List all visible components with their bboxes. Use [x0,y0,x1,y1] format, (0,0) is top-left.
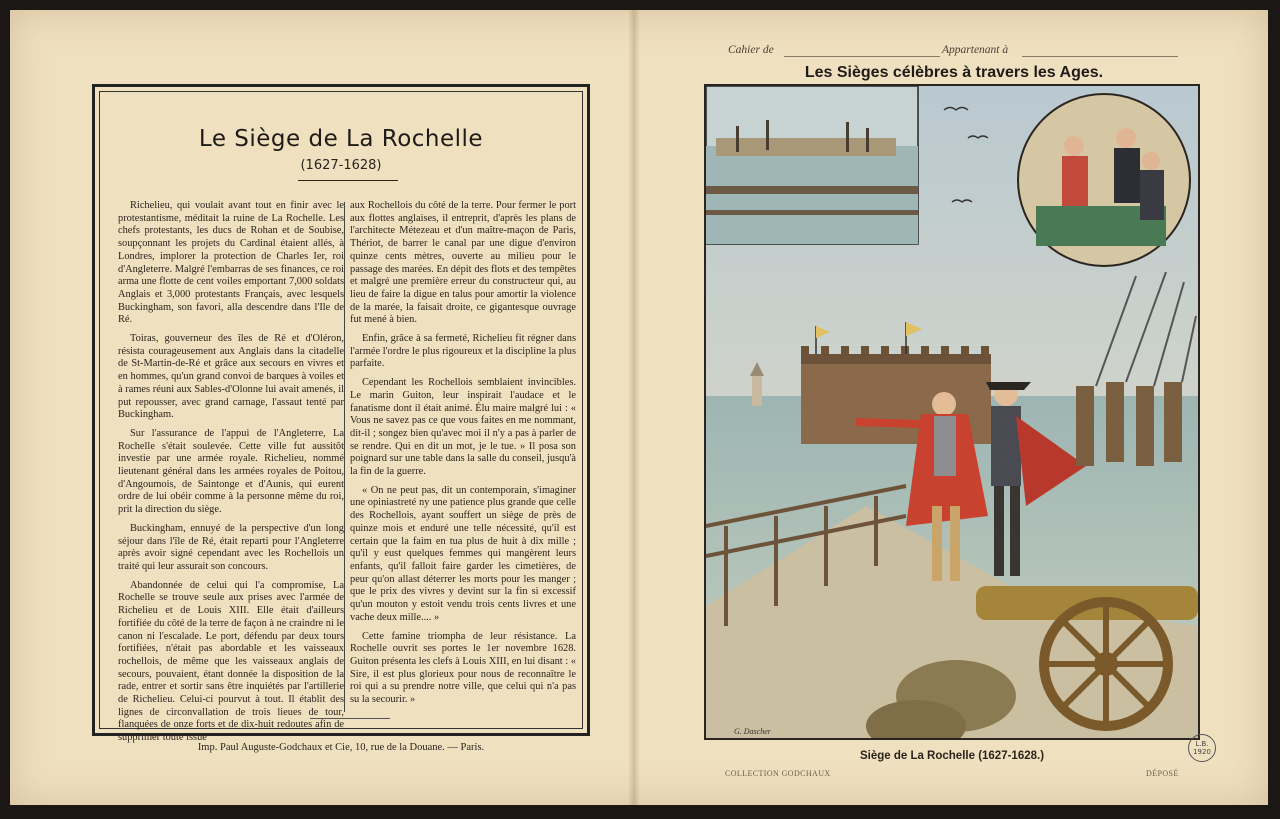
depose-label: DÉPOSÉ [1146,769,1179,778]
series-title: Les Sièges célèbres à travers les Ages. [804,64,1104,81]
illustration-signature: G. Dascher [734,727,771,736]
bottom-rule [310,718,390,719]
paragraph: « On ne peut pas, dit un contemporain, s'imaginer une opiniastreté ny une patience plus grande que celle des Rochellois, ayant souffert un siège de près de quinze mois et enduré une telle nécessité, qu'il est certain que la faim en tua plus de huit à dix mille ; qu'il y eust quelques femmes qui mangèrent leurs enfants, qu'il falloit faire garder les cimetières, de peur qu'on allast déterrer les morts pour les manger ; que le prix des vivres y devint sur la fin si excessif qu'un mouton y estoit vendu trois cents livres et une vache deux mille.... » [350,484,576,623]
siege-illustration [704,84,1200,740]
paragraph: aux Rochellois du côté de la terre. Pour fermer le port aux flottes anglaises, il entreprit, d'après les plans de l'architecte Métezeau et d'un maître-maçon de Paris, Thériot, de barrer le canal par une digue d'environ quinze cents mètres, ouverte au milieu pour le passage des marées. En dépit des flots et des tempêtes et malgré une première erreur du constructeur qui, au lieu de faire la digue en talus pour amortir la violence de la marée, la faisait droite, ce gigantesque ouvrage fut mené à bien. [350,200,576,326]
library-stamp: L.B. 1920 [1188,734,1216,762]
title-rule [298,180,398,181]
center-fold [628,10,640,805]
illustration-caption: Siège de La Rochelle (1627-1628.) [859,750,1045,762]
page-title: Le Siège de La Rochelle [198,126,484,152]
cahier-label: Cahier de [728,44,774,56]
text-frame-inner [99,91,583,744]
paragraph: Enfin, grâce à sa fermeté, Richelieu fit régner dans l'armée l'ordre le plus rigoureux et la discipline la plus parfaite. [350,333,576,370]
text-frame [92,84,590,744]
collection-label: COLLECTION GODCHAUX [725,769,831,778]
text-column-1 [118,200,344,751]
paragraph: Cette famine triompha de leur résistance. La Rochelle ouvrit ses portes le 1er novembre 1628. Guiton présenta les clefs à Louis XIII, en lui disant : « Sire, il est plus glorieux pour nous de reconnaître le roi qui a su prendre notre ville, que celui qui n'a pas su la secourir. » [350,630,576,706]
printer-imprint: Imp. Paul Auguste-Godchaux et Cie, 10, rue de la Douane. — Paris. [197,742,485,753]
paragraph: Sur l'assurance de l'appui de l'Angleterre, La Rochelle s'était soulevée. Cette ville fut aussitôt investie par une armée royale. Richelieu, nommé lieutenant général dans les armées royales de Poitou, d'Angoumois, de Saintonge et d'Aunis, qui eurent ordre de lui obéir comme à la personne même du roi, prit la direction du siège. [118,427,344,516]
text-column-2 [350,200,576,713]
paragraph: Buckingham, ennuyé de la perspective d'un long séjour dans l'île de Ré, était reparti pour l'Angleterre après avoir signé cependant avec les Rochellois un traité qui leur assurait son concours. [118,522,344,572]
appartenant-line [1022,56,1178,57]
column-divider [344,202,345,712]
cahier-line [784,56,940,57]
illustration-drawing [706,86,1198,738]
paragraph: Abandonnée de celui qui l'a compromise, La Rochelle se trouve seule aux prises avec l'armée de Richelieu et de Louis XIII. Elle était d'ailleurs fortifiée du côté de la terre de façon à ne craindre ni le canon ni l'escalade. Le port, défendu par deux tours fortifiées, n'était pas abordable et les vaisseaux rochellois, de même que les vaisseaux anglais de secours, pouvaient, étant donnée la disposition de la rade, entrer et sortir sans être inquiétés par l'artillerie de Richelieu. Celui-ci pourvut à tout. Il établit des lignes de circonvallation de trois lieues de tour, flanquées de onze forts et de dix-huit redoutes afin de supprimer toute issue [118,579,344,744]
paragraph: Richelieu, qui voulait avant tout en finir avec le protestantisme, méditait la ruine de La Rochelle. Les chefs protestants, les ducs de Rohan et de Soubise, soupçonnant les projets du Cardinal étaient allés, à Londres, implorer la protection de Charles Ier, roi d'Angleterre. Malgré l'embarras de ses finances, ce roi arma une flotte de cent voiles emportant 7,000 soldats Anglais et 3,000 protestants Français, avec lesquels Buckingham, son favori, alla descendre dans l'Ile de Ré. [118,200,344,326]
page-years: (1627-1628) [300,158,382,173]
paragraph: Toiras, gouverneur des îles de Ré et d'Oléron, résista courageusement aux Anglais dans la citadelle de St-Martin-de-Ré et grâce aux secours en vivres et en hommes, qu'un grand convoi de barques à voiles et à rames réuni aux Sables-d'Olonne lui avait amenés, il put repousser, avec grand carnage, l'assaut tenté par Buckingham. [118,333,344,421]
paragraph: Cependant les Rochellois semblaient invincibles. Le marin Guiton, leur inspirait l'audace et le fanatisme dont il était animé. Élu maire malgré lui : « Vous ne savez pas ce que vous faites en me nommant, dit-il ; songez bien qu'avec moi il n'y a pas à parler de se rendre. Qui en dit un mot, je le tue. » Il posa son poignard sur une table dans la salle du conseil, jusqu'à la fin de la guerre. [350,377,576,478]
appartenant-label: Appartenant à [942,44,1009,56]
